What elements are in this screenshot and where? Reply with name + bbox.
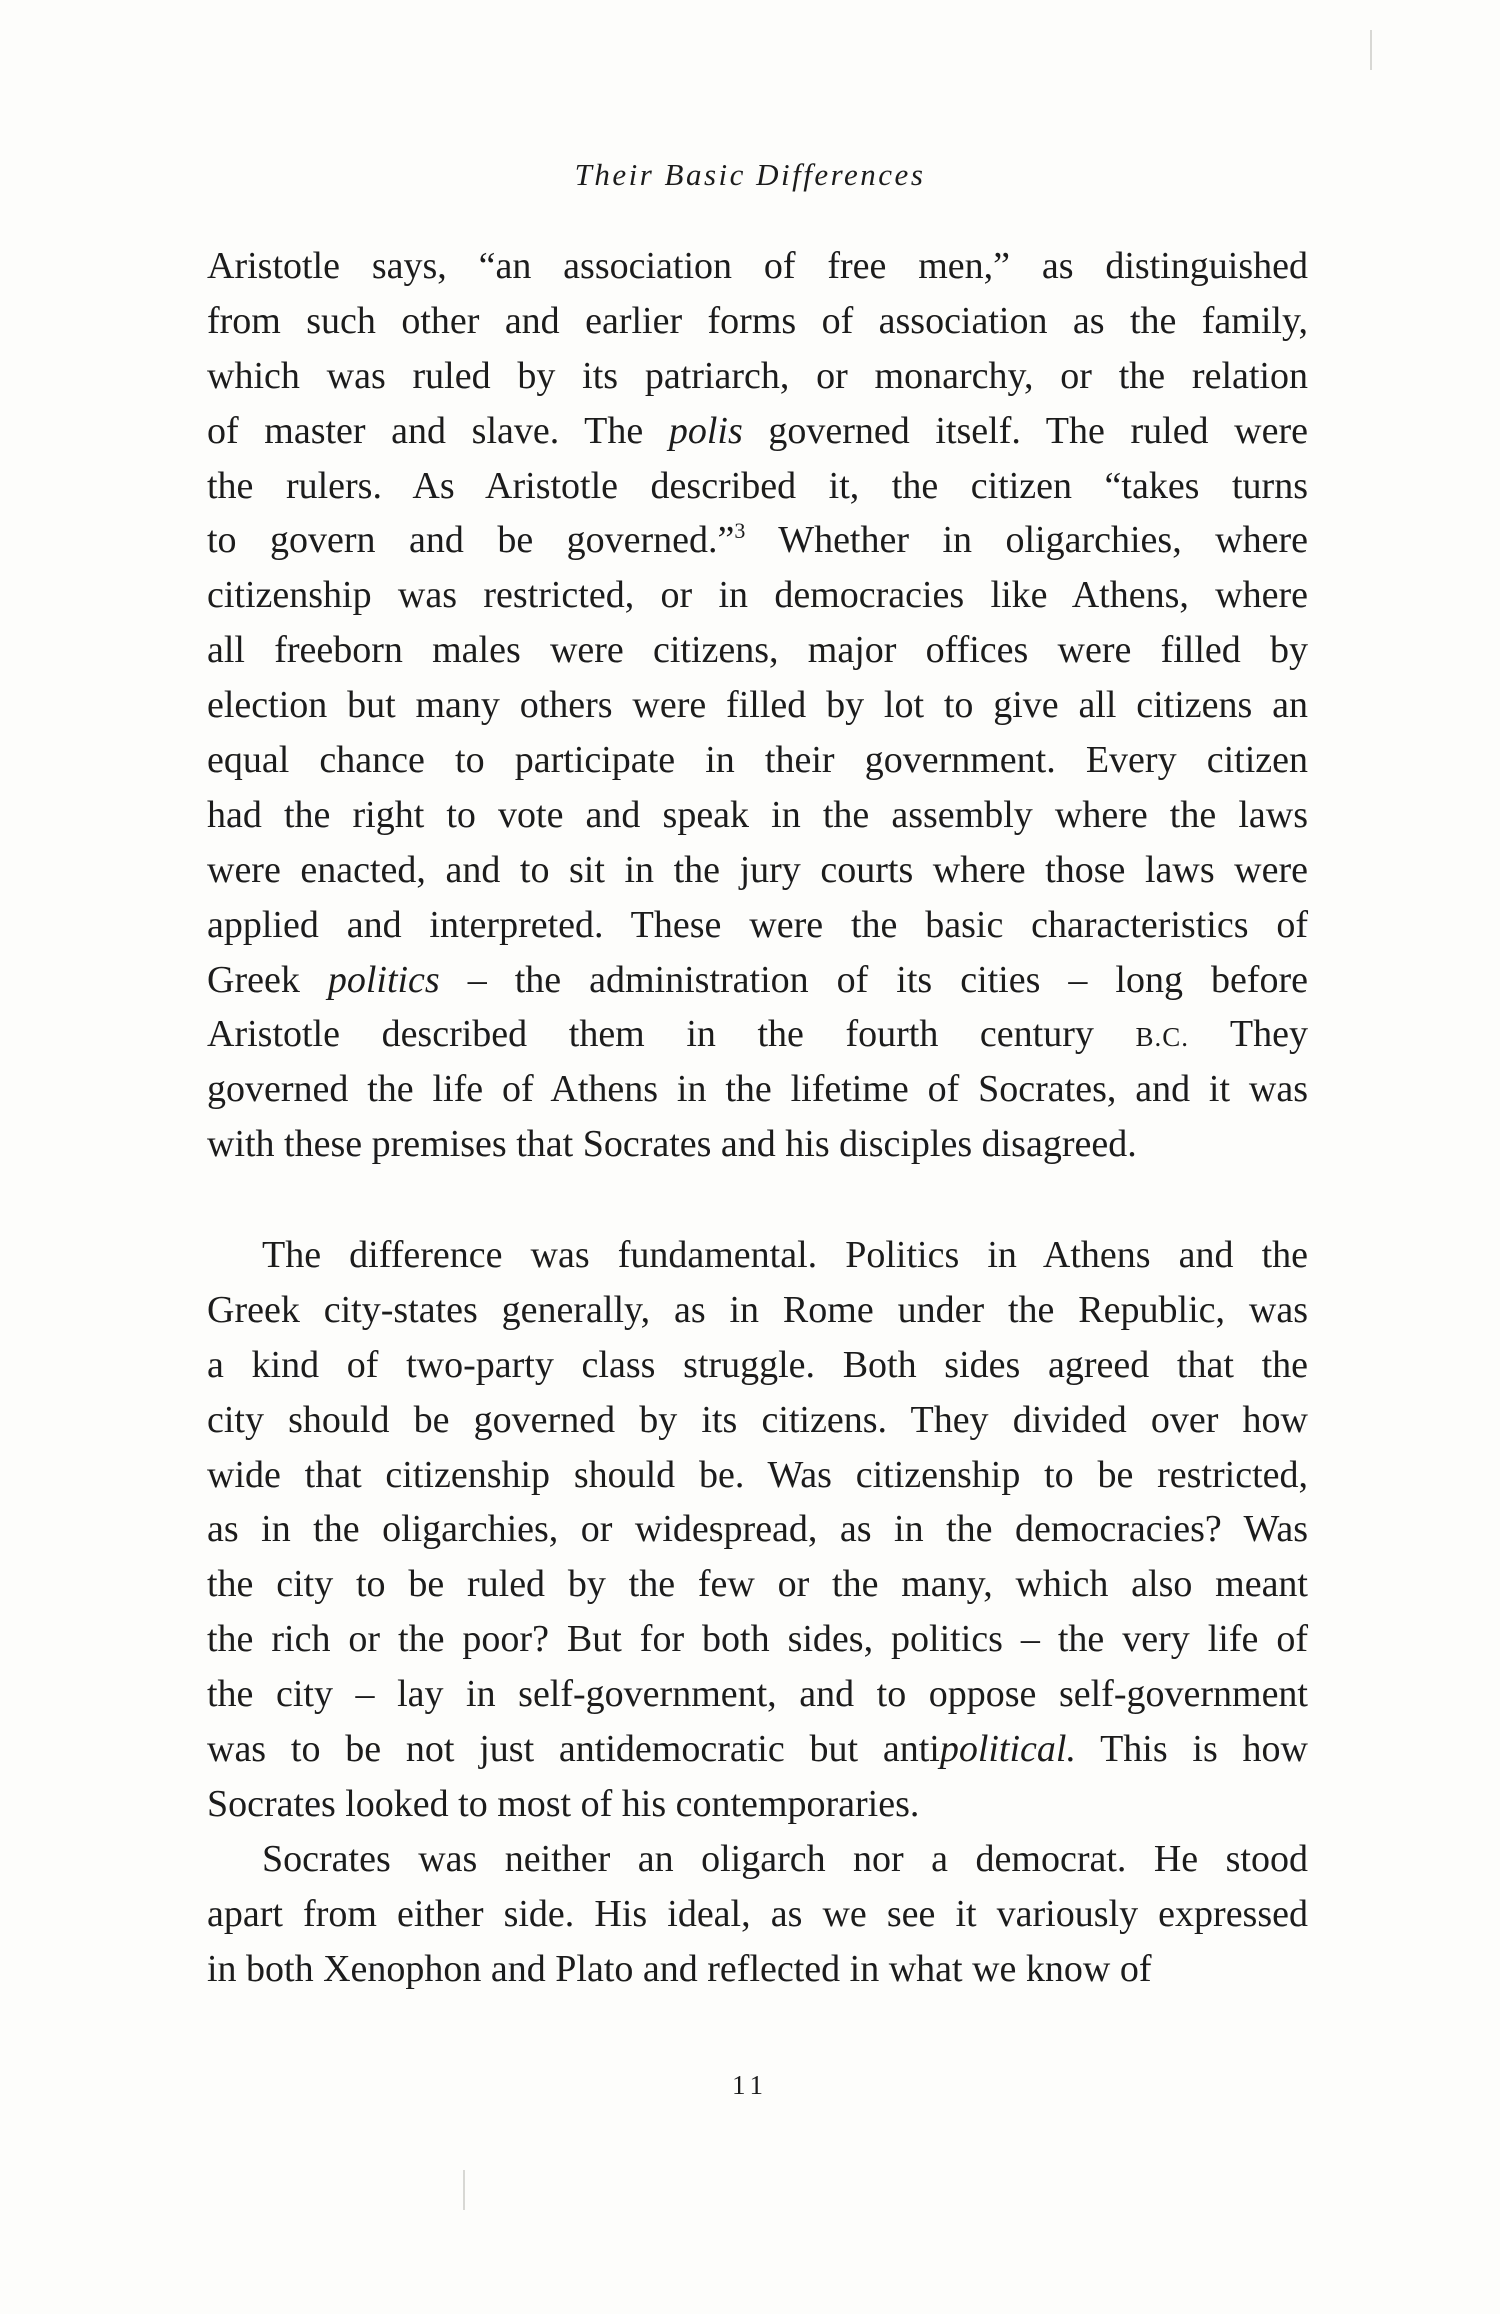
text-line — [207, 1777, 1308, 1832]
text-segment: all freeborn males were citizens, major offices were filled by — [207, 629, 1308, 672]
text-segment: Aristotle says, “an association of free men,” as distinguished — [207, 245, 1308, 287]
text-line — [207, 239, 1308, 294]
italic-text: polis — [668, 409, 743, 452]
text-line — [207, 459, 1308, 514]
scan-mark — [463, 2170, 465, 2210]
text-segment: equal chance to participate in their government. Every citizen — [207, 739, 1308, 782]
text-line — [207, 1338, 1308, 1393]
text-segment: the city – lay in self-government, and to oppose self-government — [207, 1673, 1308, 1716]
italic-text: politics — [327, 958, 440, 1001]
text-segment: They — [1189, 1013, 1308, 1056]
text-line — [207, 1722, 1308, 1777]
text-line — [207, 1448, 1308, 1503]
text-segment: citizenship was restricted, or in democracies like Athens, where — [207, 574, 1308, 617]
text-segment: Greek — [207, 958, 328, 1001]
text-segment: Aristotle described them in the fourth century — [207, 1013, 1136, 1056]
text-segment: was to be not just antidemocratic but anti — [207, 1728, 940, 1771]
italic-text: political. — [939, 1728, 1076, 1771]
text-line — [207, 1612, 1308, 1667]
text-line — [207, 678, 1308, 733]
text-segment: the rulers. As Aristotle described it, the citizen “takes turns — [207, 464, 1308, 507]
paragraph-3 — [207, 1832, 1308, 1997]
small-caps-text: B.C. — [1135, 1022, 1189, 1053]
text-segment: wide that citizenship should be. Was citizenship to be restricted, — [207, 1453, 1308, 1496]
text-line — [207, 953, 1308, 1008]
text-line — [207, 788, 1308, 843]
text-line — [207, 294, 1308, 349]
text-line — [207, 1942, 1308, 1997]
text-segment: – the administration of its cities – long before — [439, 958, 1308, 1001]
text-segment: city should be governed by its citizens. They divided over how — [207, 1398, 1308, 1441]
text-segment: Socrates looked to most of his contemporaries. — [207, 1782, 920, 1825]
text-line — [207, 1062, 1308, 1117]
text-line — [207, 404, 1308, 459]
text-segment: had the right to vote and speak in the assembly where the laws — [207, 793, 1308, 836]
text-segment: election but many others were filled by lot to give all citizens an — [207, 684, 1308, 727]
text-line — [207, 513, 1308, 568]
text-line — [207, 1502, 1308, 1557]
text-line — [207, 1887, 1308, 1942]
text-segment: Greek city-states generally, as in Rome under the Republic, was — [207, 1288, 1308, 1331]
text-segment: applied and interpreted. These were the basic characteristics of — [207, 903, 1308, 946]
text-segment: the rich or the poor? But for both sides, politics – the very life of — [207, 1618, 1308, 1661]
text-line — [207, 349, 1308, 404]
scan-mark — [1370, 30, 1372, 70]
text-segment: as in the oligarchies, or widespread, as in the democracies? Was — [207, 1508, 1308, 1551]
text-segment: with these premises that Socrates and his disciples disagreed. — [207, 1123, 1137, 1166]
text-segment: from such other and earlier forms of association as the family, — [207, 299, 1308, 342]
text-segment: in both Xenophon and Plato and reflected in what we know of — [207, 1947, 1152, 1990]
text-line — [207, 1832, 1308, 1887]
text-segment: a kind of two-party class struggle. Both sides agreed that the — [207, 1343, 1308, 1386]
text-segment: Whether in oligarchies, where — [745, 519, 1308, 562]
page-number: 11 — [732, 2070, 768, 2100]
text-segment: apart from either side. His ideal, as we see it variously expressed — [207, 1892, 1308, 1935]
text-segment: of master and slave. The — [207, 409, 669, 452]
text-segment: which was ruled by its patriarch, or monarchy, or the relation — [207, 354, 1308, 397]
text-line — [207, 843, 1308, 898]
running-header: Their Basic Differences — [574, 157, 926, 192]
text-line — [207, 733, 1308, 788]
text-segment: governed itself. The ruled were — [742, 409, 1309, 452]
text-line — [207, 623, 1308, 678]
text-line — [207, 1007, 1308, 1062]
footnote-ref: 3 — [734, 518, 746, 544]
text-line — [207, 1283, 1308, 1338]
text-line — [207, 1117, 1308, 1172]
text-line — [207, 1228, 1308, 1283]
text-segment: The difference was fundamental. Politics in Athens and the — [262, 1234, 1308, 1276]
text-line — [207, 898, 1308, 953]
text-segment: Socrates was neither an oligarch nor a democrat. He stood — [262, 1838, 1308, 1880]
text-segment: to govern and be governed.” — [207, 519, 735, 562]
text-line — [207, 568, 1308, 623]
paragraph-2 — [207, 1228, 1308, 1832]
text-line — [207, 1393, 1308, 1448]
text-segment: governed the life of Athens in the lifetime of Socrates, and it was — [207, 1068, 1308, 1111]
text-segment: were enacted, and to sit in the jury courts where those laws were — [207, 848, 1308, 891]
text-line — [207, 1557, 1308, 1612]
paragraph-1 — [207, 239, 1308, 1172]
text-line — [207, 1667, 1308, 1722]
text-segment: This is how — [1075, 1728, 1308, 1771]
text-segment: the city to be ruled by the few or the many, which also meant — [207, 1563, 1308, 1606]
